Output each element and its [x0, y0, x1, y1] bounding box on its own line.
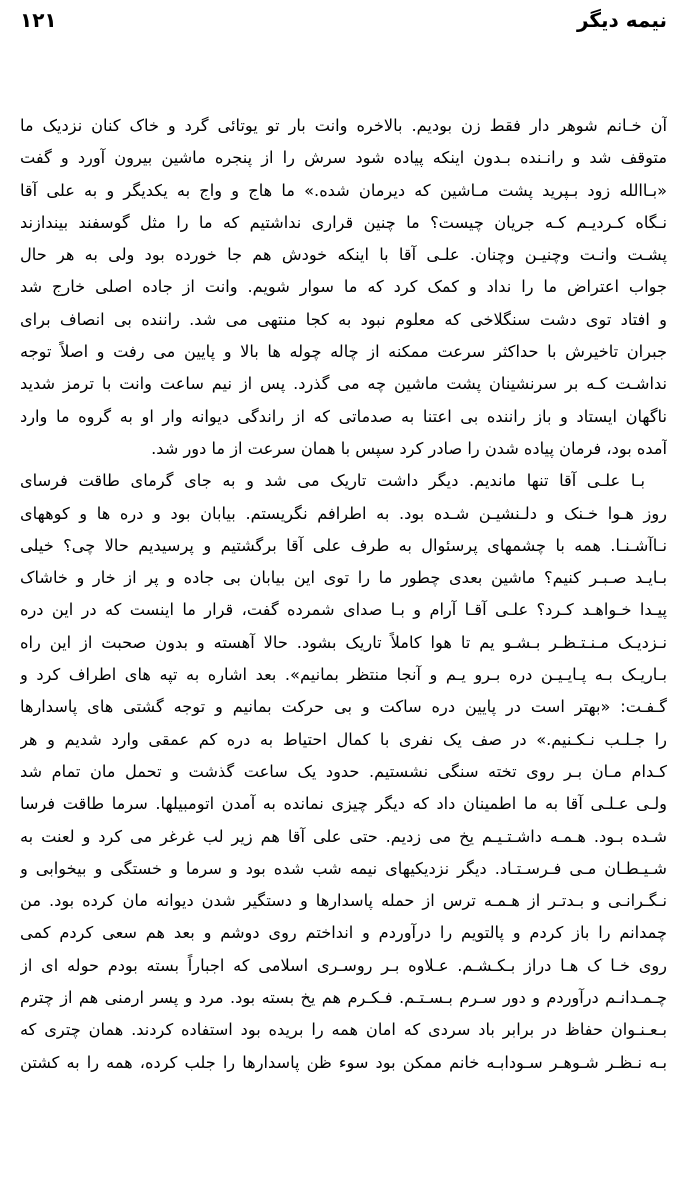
text-line: چـمـدانـم درآوردم و دور سـرم بـسـتـم. فـکـرم هم یخ بسته بود. مرد و پسر ارمنی هم از چترم	[20, 988, 667, 1008]
text-line: ولـی عـلـی آقا به ما اطمینان داد که دیگر چیزی نمانده به آمدن اتومبیلها. سرما طاقت فرسا	[20, 794, 667, 814]
text-line: نـاآشـنـا. همه با چشمهای پرسئوال به طرف علی آقا برگشتیم و پرسیدیم حالا چی؟ خیلی	[20, 535, 667, 555]
text-line: بـعـنـوان حفاظ در برابر باد سردی که امان همه را بریده بود استفاده کردند. همان چتری که	[20, 1020, 667, 1040]
text-line: شـده بـود. هـمـه داشـتـیـم یخ می زدیم. حتی علی آقا هم زیر لب غرغر می کرد و لعنت به	[20, 826, 667, 846]
text-line: نداشـت کـه بر سرنشینان پشت ماشین چه می گذرد. پس از نیم ساعت وانت با ترمز شدید	[20, 374, 667, 394]
text-line: پیـدا خـواهـد کـرد؟ علـی آقـا آرام و بـا صدای شمرده گفت، قرار ما اینست که در این دره	[20, 600, 667, 620]
running-title: نیمه دیگر	[576, 8, 667, 32]
text-line: نـگـرانـی و بـدتـر از هـمـه ترس از حمله پاسدارها و دستگیر شدن دیوانه مان کرده بود. من	[20, 891, 667, 911]
text-line: روز هـوا خـنک و دلـنشیـن شـده بود. به اطرافم نگریستم. بیابان بود و دره ها و کوههای	[20, 503, 667, 523]
text-line: بـایـد صـبـر کنیم؟ ماشین بعدی چطور ما را توی این بیابان بی جاده و پر از خار و خاشاک	[20, 568, 667, 588]
text-line: پشـت وانـت وچنیـن وچنان. علـی آقا با اینکه خودش هم جا خورده بود ولی به هر حال	[20, 245, 667, 265]
text-line: متوقف شد و رانـنده بـدون اینکه پیاده شود سرش را از پنجره ماشین بیرون آورد و گفت	[20, 148, 667, 168]
text-line: بـاریـک بـه پـایـیـن دره بـرو یـم و آنجا منتظر بمانیم». بعد اشاره به تپه های اطراف کرد و	[20, 665, 667, 685]
text-line: آمده بود، فرمان پیاده شدن را صادر کرد سپس با همان سرعت از ما دور شد.	[151, 438, 667, 458]
text-line: و افتاد توی دشت سنگلاخی که معلوم نبود به کجا منتهی می شد. راننده بی انصاف برای	[20, 309, 667, 329]
text-line: نـزدیـک مـنـتـظـر بـشـو یم تا هوا کاملاً تاریک بشود. حالا آهسته و بدون صحبت از این راه	[20, 632, 667, 652]
text-line: کـدام مـان بـر روی تخته سنگی نشستیم. حدود یک ساعت گذشت و تحمل مان تمام شد	[20, 761, 667, 781]
text-line: «بـاالله زود بـپرید پشت مـاشین که دیرمان شده.» ما هاج و واج به یکدیگر و به علی آقا	[20, 180, 667, 200]
text-line: را جـلـب نـکـنیم.» در صف یک نفری با کمال احتیاط به دره کم عمقی وارد شدیم و هر	[20, 729, 667, 749]
text-line: نـگاه کـردیـم کـه جریان چیست؟ ما چنین قراری نداشتیم که ما را مثل گوسفند بیندازند	[20, 212, 667, 232]
text-line: چمدانم را باز کردم و پالتویم را درآوردم و انداختم روی دوشم و بعد هم سعی کردم کمی	[20, 923, 667, 943]
text-line: شـیـطـان مـی فـرسـتـاد. دیگر نزدیکیهای نیمه شب شده بود و سرما و خستگی و بیخوابی و	[20, 858, 667, 878]
text-line: آن خـانم شوهر دار فقط زن بودیم. بالاخره وانت بار تو یوتائی گرد و خاک کنان نزدیک ما	[20, 116, 667, 135]
text-line: گـفـت: «بهتر است در پایین دره ساکت و بی حرکت بمانیم و توجه گشتی های پاسدارها	[20, 697, 667, 717]
text-line: بـا علـی آقا تنها ماندیم. دیگر داشت تاریک می شد و به جای گرمای طاقت فرسای	[20, 471, 645, 491]
page-number: ۱۲۱	[20, 8, 57, 32]
page-header	[20, 8, 667, 38]
page-body	[20, 110, 667, 1079]
text-line: ناگهان ایستاد و باز راننده بی اعتنا به صدماتی که از راندگی دیوانه وار او به گروه ما وارد	[20, 406, 667, 426]
text-line: جبران تاخیرش با حداکثر سرعت ممکنه از چاله چوله ها بالا و پایین می رفت و اصلاً توجه	[20, 342, 667, 362]
text-line: روی خـا ک هـا دراز بـکـشـم. عـلاوه بـر روسـری اسلامی که اجباراً بسته بودم حوله ای از	[20, 955, 667, 975]
text-line: جواب اعتراض ما را نداد و کمک کرد که ما سوار شویم. وانت از جاده اصلی خارج شد	[20, 277, 667, 297]
text-line: بـه نـظـر شـوهـر سـودابـه خانم ممکن بود سوء ظن پاسدارها را جلب کرده، همه را به کشتن	[20, 1052, 667, 1072]
